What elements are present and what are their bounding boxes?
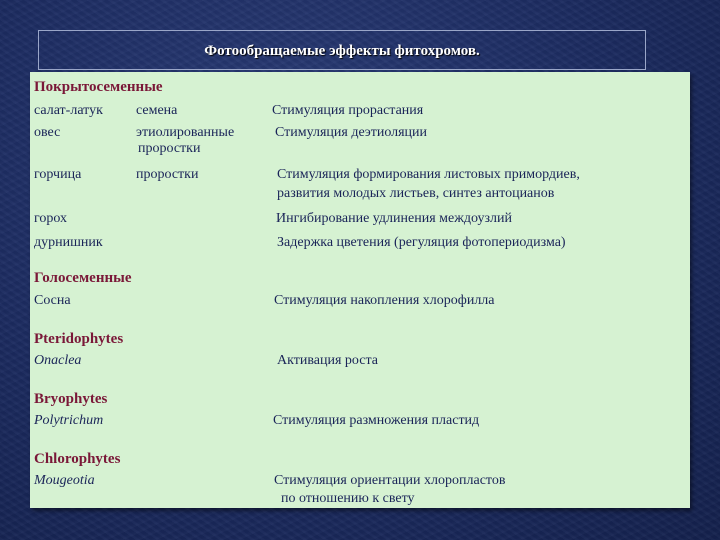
group-heading-gymnosperms: Голосеменные (34, 270, 132, 286)
effect-text: Стимуляция ориентации хлоропластов (274, 473, 506, 488)
effect-text: Задержка цветения (регуляция фотопериодизма) (277, 235, 566, 250)
plant-name: дурнишник (34, 235, 103, 250)
effect-text: Стимуляция размножения пластид (273, 413, 480, 428)
effect-text: Ингибирование удлинения междоузлий (276, 211, 512, 226)
effect-text: Стимуляция накопления хлорофилла (274, 293, 495, 308)
plant-name: салат-латук (34, 103, 103, 118)
effect-text: развития молодых листьев, синтез антоцианов (277, 186, 555, 201)
plant-organ: проростки (138, 141, 201, 156)
group-heading-chlorophytes: Chlorophytes (34, 451, 121, 467)
plant-name: Mougeotia (34, 473, 95, 488)
plant-name: овес (34, 125, 61, 140)
effect-text: Активация роста (277, 353, 378, 368)
plant-name: горчица (34, 167, 82, 182)
plant-name: Сосна (34, 293, 71, 308)
effect-text: Стимуляция деэтиоляции (275, 125, 428, 140)
effect-text: по отношению к свету (281, 491, 415, 506)
effect-text: Стимуляция прорастания (272, 103, 424, 118)
content-panel (30, 72, 690, 508)
plant-organ: проростки (136, 167, 199, 182)
plant-name: Onaclea (34, 353, 82, 368)
plant-organ: этиолированные (136, 125, 235, 140)
plant-name: Polytrichum (34, 413, 104, 428)
slide-title: Фотообращаемые эффекты фитохромов. (204, 43, 480, 59)
group-heading-bryophytes: Bryophytes (34, 391, 108, 407)
group-heading-pteridophytes: Pteridophytes (34, 331, 124, 347)
title-box (38, 30, 646, 70)
group-heading-angiosperms: Покрытосеменные (34, 79, 163, 95)
plant-organ: семена (136, 103, 178, 118)
plant-name: горох (34, 211, 68, 226)
effect-text: Стимуляция формирования листовых примордиев, (277, 167, 580, 182)
